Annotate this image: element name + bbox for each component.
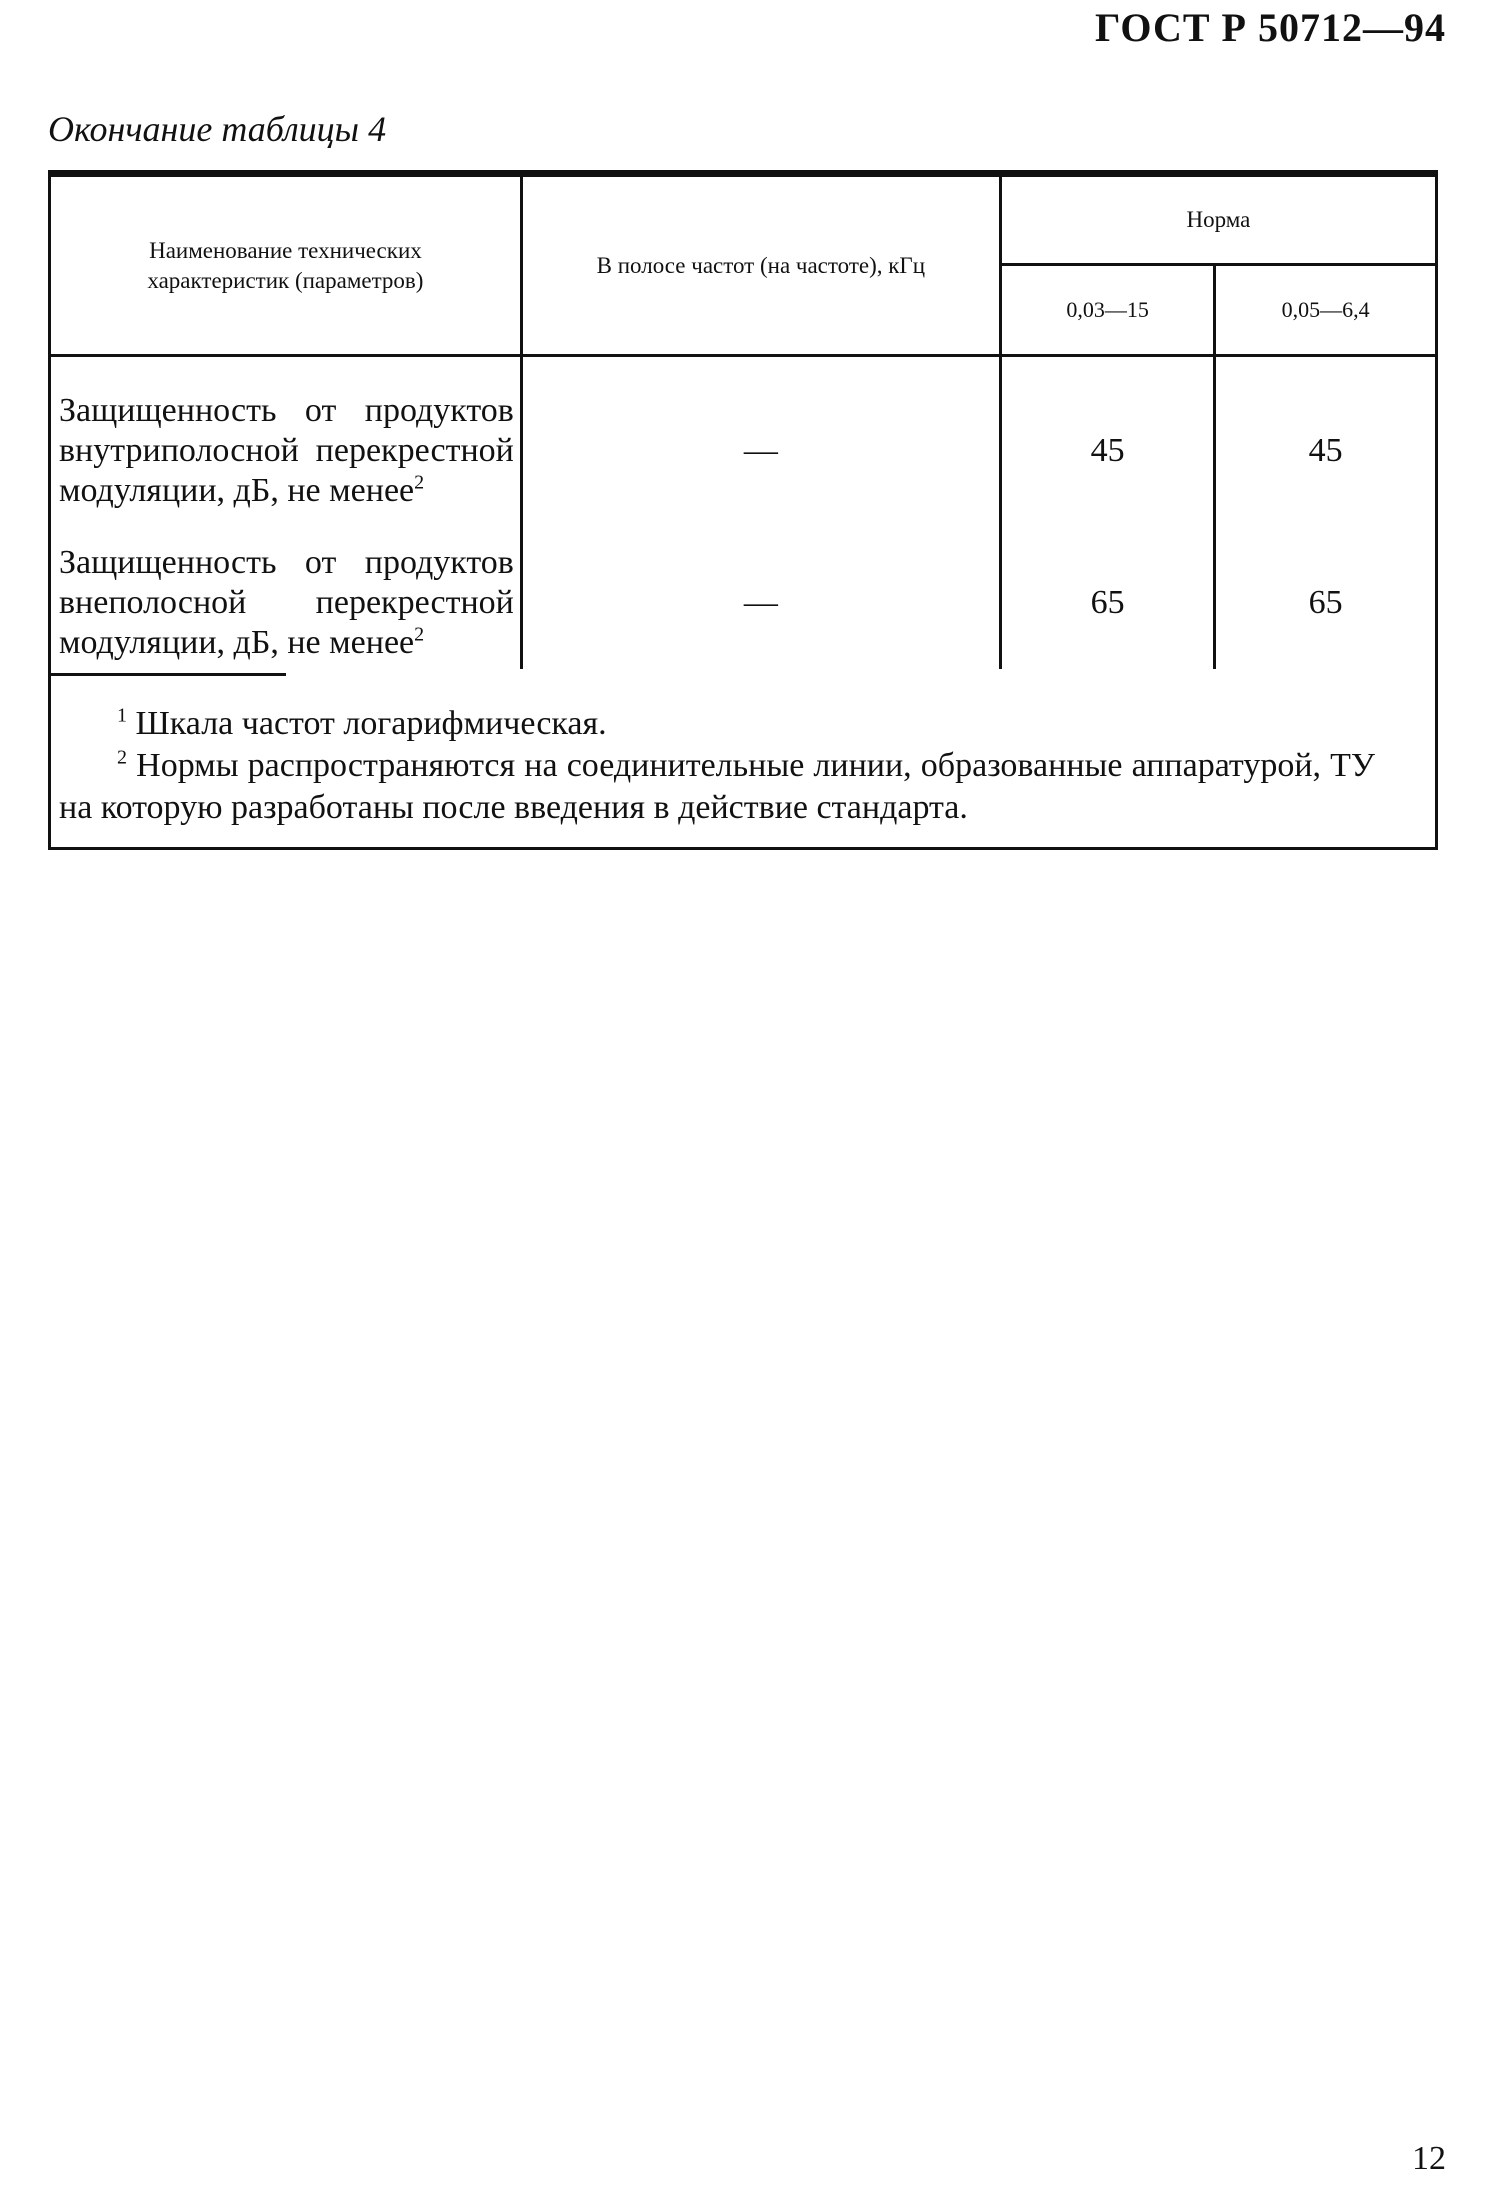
parameter-name-cell [50, 535, 522, 669]
column-header-norm: Норма [1000, 174, 1436, 265]
norm-value-cell: 65 [1215, 535, 1437, 669]
norm-value-cell: 45 [1215, 356, 1437, 536]
norm-value-cell: 65 [1000, 535, 1214, 669]
table-row [50, 356, 1437, 536]
parameter-name-text: Защищенность от продуктов внеполосной перекрестной модуляции, дБ, не менее [59, 544, 514, 661]
parameter-name-text: Защищенность от продуктов внутриполосной перекрестной модуляции, дБ, не менее [59, 392, 514, 509]
column-header-norm-range-1: 0,03—15 [1000, 265, 1214, 356]
parameter-name-cell [50, 356, 522, 536]
data-table-wrapper [48, 170, 1438, 850]
footnote-text: Нормы распространяются на соединительные линии, образованные аппаратурой, ТУ на которую разработаны после введения в действие стандарта. [59, 747, 1375, 826]
footnote-separator [51, 673, 286, 676]
footnote-text: Шкала частот логарифмическая. [135, 705, 607, 742]
footnote-ref: 2 [414, 623, 425, 646]
page-number: 12 [1412, 2140, 1446, 2177]
norm-value-cell: 45 [1000, 356, 1214, 536]
table-caption: Окончание таблицы 4 [48, 109, 387, 149]
footnote-mark: 1 [117, 704, 127, 727]
column-header-norm-range-2: 0,05—6,4 [1215, 265, 1437, 356]
table-footnotes [48, 669, 1438, 850]
column-header-parameter-name: Наименование технических характеристик (параметров) [50, 174, 522, 356]
footnote-mark: 2 [117, 746, 127, 769]
table-row [50, 535, 1437, 669]
document-code: ГОСТ Р 50712—94 [1094, 5, 1446, 50]
footnote-2 [59, 745, 1375, 829]
frequency-band-cell: — [521, 356, 1000, 536]
footnote-ref: 2 [414, 471, 425, 494]
frequency-band-cell: — [521, 535, 1000, 669]
norms-table [48, 170, 1438, 669]
column-header-frequency-band: В полосе частот (на частоте), кГц [521, 174, 1000, 356]
footnote-1 [59, 703, 1375, 745]
